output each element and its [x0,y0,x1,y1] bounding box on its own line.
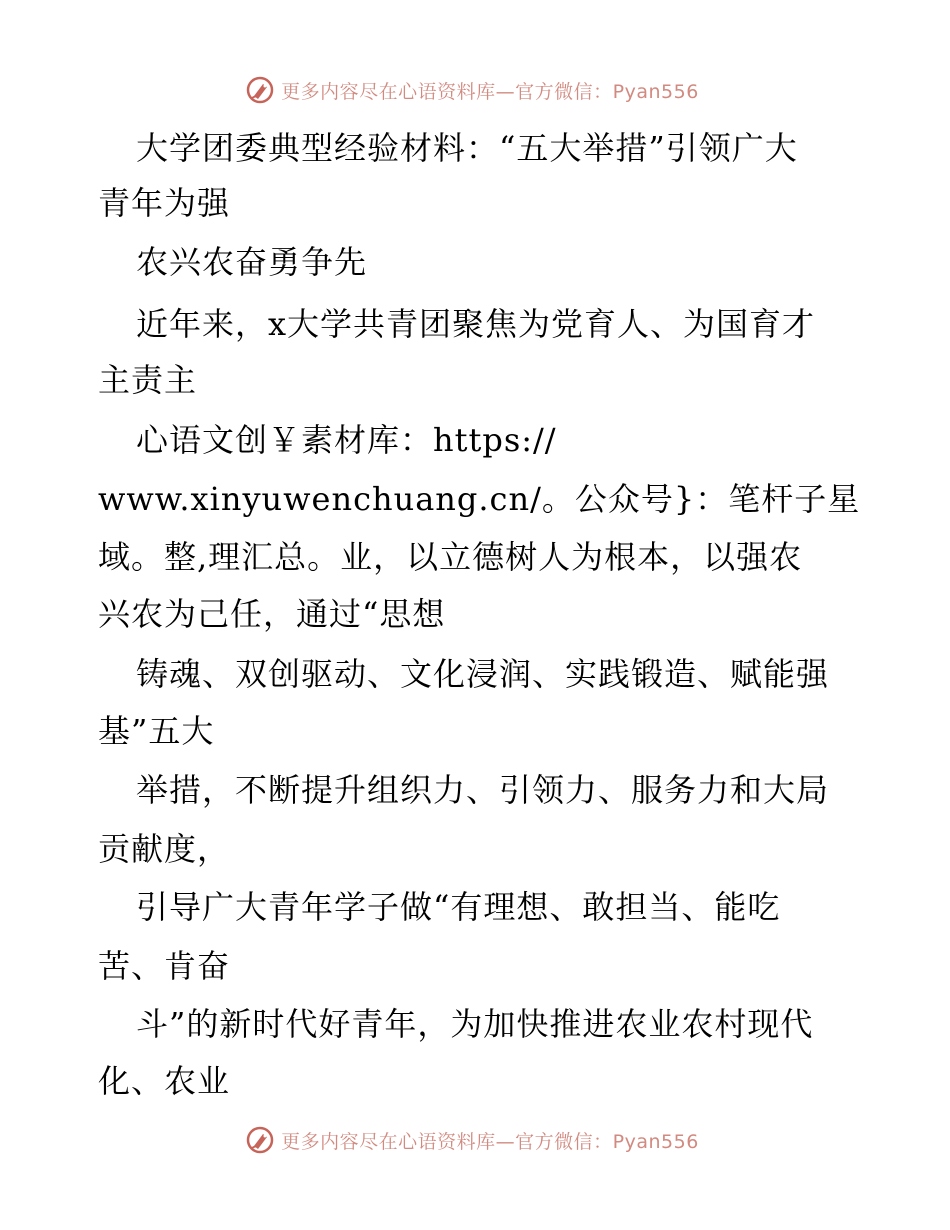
doc-line: 贡献度， [98,830,231,868]
footer-banner-text: 更多内容尽在心语资料库—官方微信：Pyan556 [281,1130,699,1153]
doc-line: 域。整,理汇总。业，以立德树人为根本，以强农 [98,538,803,576]
doc-line: 斗”的新时代好青年，为加快推进农业农村现代 [136,1005,814,1043]
doc-line: 农兴农奋勇争先 [136,243,368,281]
doc-line: 青年为强 [98,184,231,222]
doc-line: 引导广大青年学子做“有理想、敢担当、能吃 [136,888,781,926]
pen-nib-logo-icon [245,1125,275,1155]
pen-nib-logo-icon [245,75,275,105]
doc-line: 主责主 [98,361,198,399]
doc-line: 兴农为己任，通过“思想 [98,595,446,633]
doc-line: 大学团委典型经验材料：“五大举措”引领广大 [136,129,798,167]
header-banner-text: 更多内容尽在心语资料库—官方微信：Pyan556 [281,80,699,103]
doc-line: 近年来，x大学共青团聚焦为党育人、为国育才 [136,305,816,343]
footer-banner [0,1120,950,1160]
doc-line: 苦、肯奋 [98,947,231,985]
doc-line: 铸魂、双创驱动、文化浸润、实践锻造、赋能强 [136,655,830,693]
header-banner [0,70,950,110]
doc-line: 举措，不断提升组织力、引领力、服务力和大局 [136,771,830,809]
doc-line: www.xinyuwenchuang.cn/。公众号}：笔杆子星 [98,480,861,518]
doc-line: 化、农业 [98,1062,231,1100]
doc-line: 基”五大 [98,712,215,750]
doc-line: 心语文创￥素材库：https:// [136,421,557,459]
